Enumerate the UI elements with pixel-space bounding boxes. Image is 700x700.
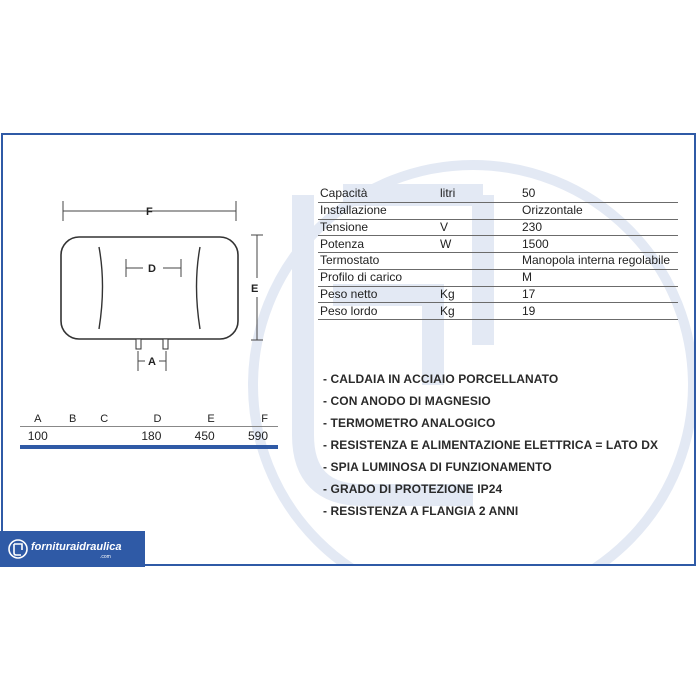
- dim-value: [56, 427, 87, 448]
- feature-item: - TERMOMETRO ANALOGICO: [323, 416, 496, 430]
- logo-sub: .com: [100, 554, 111, 560]
- spec-unit: litri: [438, 186, 520, 202]
- dim-header: C: [86, 412, 118, 427]
- logo-text: fornituraidraulica: [31, 541, 122, 553]
- dim-label-e: E: [251, 283, 259, 295]
- spec-unit: W: [438, 236, 520, 253]
- dimensions-table: [20, 412, 278, 449]
- spec-value: Manopola interna regolabile: [520, 253, 678, 270]
- spec-row: [318, 219, 678, 236]
- spec-label: Peso netto: [318, 286, 438, 303]
- spec-label: Capacità: [318, 186, 438, 202]
- spec-unit: Kg: [438, 303, 520, 320]
- spec-value: 17: [520, 286, 678, 303]
- feature-item: - SPIA LUMINOSA DI FUNZIONAMENTO: [323, 460, 552, 474]
- spec-row: [318, 236, 678, 253]
- dim-label-a: A: [148, 356, 156, 368]
- spec-value: 1500: [520, 236, 678, 253]
- spec-unit: [438, 269, 520, 286]
- spec-value: 19: [520, 303, 678, 320]
- spec-row: [318, 286, 678, 303]
- faucet-icon: [8, 538, 28, 560]
- spec-label: Profilo di carico: [318, 269, 438, 286]
- dim-value: [86, 427, 118, 448]
- brand-logo[interactable]: [0, 531, 145, 567]
- spec-label: Peso lordo: [318, 303, 438, 320]
- features-list: [323, 370, 658, 524]
- spec-row: [318, 253, 678, 270]
- spec-row: [318, 186, 678, 202]
- feature-item: - CALDAIA IN ACCIAIO PORCELLANATO: [323, 372, 559, 386]
- spec-unit: Kg: [438, 286, 520, 303]
- spec-unit: [438, 253, 520, 270]
- dim-value: 100: [20, 427, 56, 448]
- spec-label: Installazione: [318, 202, 438, 219]
- spec-value: Orizzontale: [520, 202, 678, 219]
- feature-item: - GRADO DI PROTEZIONE IP24: [323, 482, 503, 496]
- spec-label: Potenza: [318, 236, 438, 253]
- feature-item: - CON ANODO DI MAGNESIO: [323, 394, 491, 408]
- spec-row: [318, 202, 678, 219]
- dim-header: B: [56, 412, 87, 427]
- spec-value: 50: [520, 186, 678, 202]
- spec-value: M: [520, 269, 678, 286]
- dim-header: A: [20, 412, 56, 427]
- spec-row: [318, 303, 678, 320]
- dim-value: 450: [171, 427, 224, 448]
- feature-item: - RESISTENZA A FLANGIA 2 ANNI: [323, 504, 519, 518]
- dim-header: F: [225, 412, 278, 427]
- heater-diagram: [3, 135, 303, 385]
- dim-header: D: [118, 412, 171, 427]
- dim-label-f: F: [146, 206, 153, 218]
- feature-item: - RESISTENZA E ALIMENTAZIONE ELETTRICA = LATO DX: [323, 438, 659, 452]
- spec-row: [318, 269, 678, 286]
- spec-label: Termostato: [318, 253, 438, 270]
- spec-value: 230: [520, 219, 678, 236]
- spec-unit: V: [438, 219, 520, 236]
- dim-label-d: D: [148, 263, 156, 275]
- dim-value: 590: [225, 427, 278, 448]
- spec-table: [318, 186, 678, 320]
- dim-header: E: [171, 412, 224, 427]
- spec-label: Tensione: [318, 219, 438, 236]
- dim-value: 180: [118, 427, 171, 448]
- spec-unit: [438, 202, 520, 219]
